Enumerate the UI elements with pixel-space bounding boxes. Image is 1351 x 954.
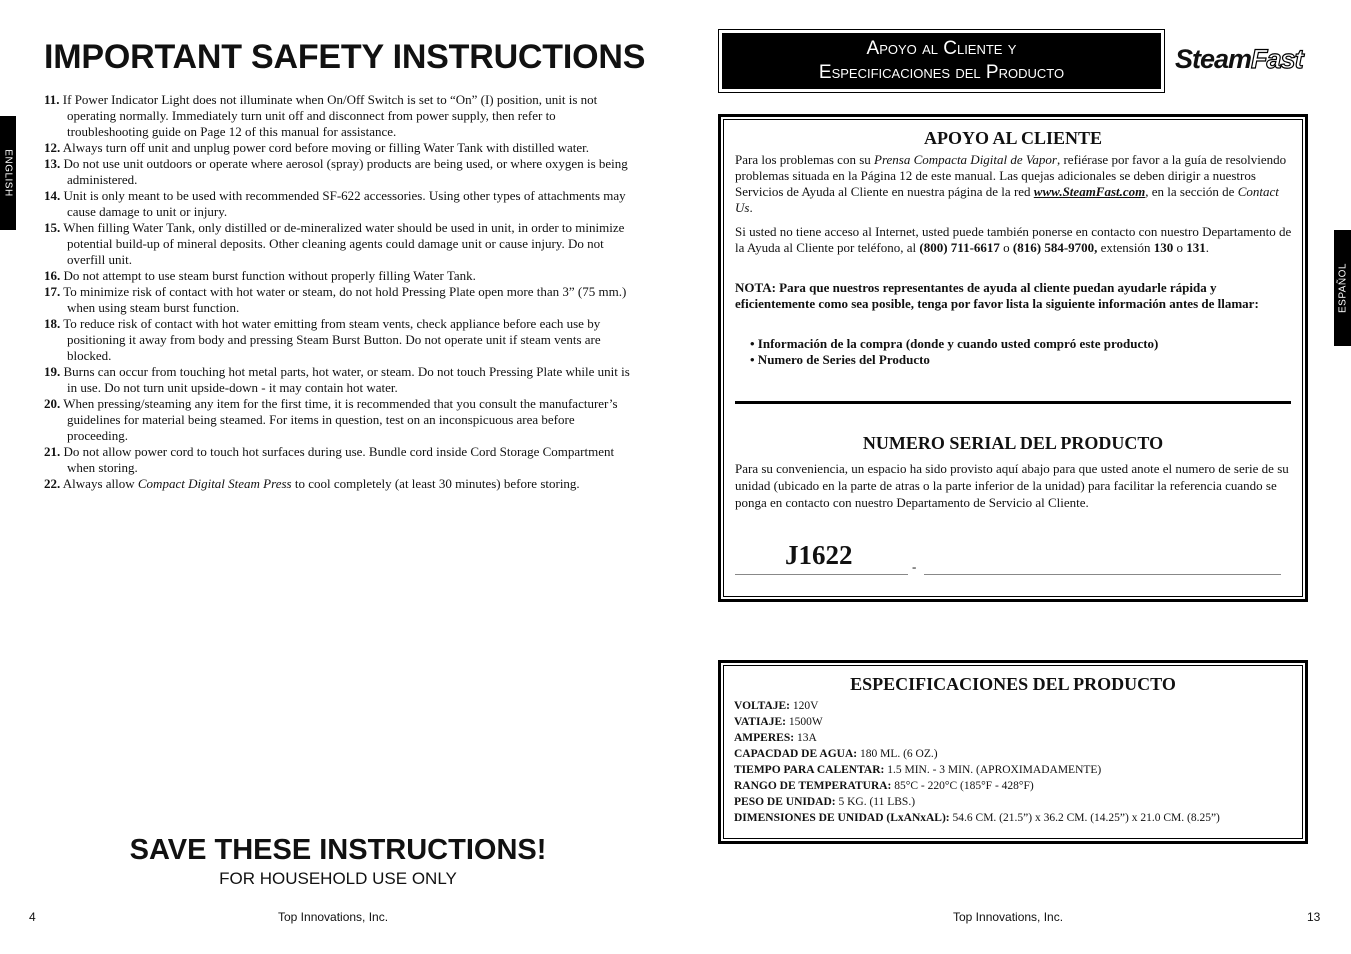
instruction-item bbox=[44, 188, 634, 220]
text-run: Always turn off unit and unplug power cord before moving or filling Water Tank with distilled water. bbox=[60, 140, 590, 155]
text-run: Para los problemas con su bbox=[735, 152, 875, 167]
spec-value: 54.6 CM. (21.5”) x 36.2 CM. (14.25”) x 21.0 CM. (8.25”) bbox=[949, 812, 1220, 824]
side-tab-english bbox=[0, 116, 16, 230]
instruction-item bbox=[44, 140, 634, 156]
text-run: www.SteamFast.com bbox=[1033, 184, 1146, 199]
instructions-list bbox=[44, 92, 634, 492]
side-tab-label: ENGLISH bbox=[2, 149, 14, 197]
steamfast-logo bbox=[1175, 44, 1303, 75]
text-run: 131 bbox=[1186, 240, 1206, 255]
spec-label: VATIAJE: bbox=[734, 716, 786, 728]
specs-list bbox=[734, 698, 1299, 826]
text-run: extensión bbox=[1097, 240, 1154, 255]
logo-fast: Fast bbox=[1251, 44, 1303, 74]
instruction-number: 13. bbox=[44, 156, 61, 171]
instruction-item bbox=[44, 284, 634, 316]
spec-row bbox=[734, 730, 1299, 746]
instruction-item bbox=[44, 396, 634, 444]
text-run: , en la sección de bbox=[1145, 184, 1238, 199]
text-run: To reduce risk of contact with hot water emitting from steam vents, check appliance before each use by positioning it away from body and pressing Steam Burst Button. Do not operate unit if steam vents are blocked. bbox=[60, 316, 601, 363]
instruction-item bbox=[44, 316, 634, 364]
spec-row bbox=[734, 762, 1299, 778]
instruction-number: 19. bbox=[44, 364, 61, 379]
spec-row bbox=[734, 714, 1299, 730]
instruction-number: 17. bbox=[44, 284, 61, 299]
instruction-item bbox=[44, 220, 634, 268]
text-run: Contact Us bbox=[735, 184, 1279, 215]
text-run: (800) 711-6617 bbox=[919, 240, 1000, 255]
page-number-left: 4 bbox=[29, 910, 36, 924]
text-run: If Power Indicator Light does not illuminate when On/Off Switch is set to “On” (I) position, unit is not operating normally. Immediately turn unit off and disconnect from power supply, then refer to troubleshooting guide on Page 12 of this manual for assistance. bbox=[59, 92, 598, 139]
instruction-item bbox=[44, 92, 634, 140]
serial-blank-line-2 bbox=[924, 574, 1281, 575]
text-run: Do not allow power cord to touch hot surfaces during use. Bundle cord inside Cord Storage Compartment when storing. bbox=[60, 444, 615, 475]
serial-paragraph: Para su conveniencia, un espacio ha sido provisto aquí abajo para que usted anote el numero de serie de su unidad (ubicado en la parte de atras o la parte inferior de la unidad) para facilitar la referencia cuando se ponga en contacto con nuestro Departamento de Servicio al Cliente. bbox=[735, 461, 1289, 510]
support-paragraph-2 bbox=[735, 224, 1295, 256]
instruction-number: 14. bbox=[44, 188, 61, 203]
instruction-number: 18. bbox=[44, 316, 61, 331]
text-run: Prensa Compacta Digital de Vapor bbox=[874, 152, 1057, 167]
text-run: o bbox=[999, 240, 1013, 255]
serial-title: NUMERO SERIAL DEL PRODUCTO bbox=[862, 433, 1164, 453]
instruction-number: 16. bbox=[44, 268, 61, 283]
spec-row bbox=[734, 794, 1299, 810]
header-line-1: Apoyo al Cliente y bbox=[866, 38, 1017, 59]
spec-label: TIEMPO PARA CALENTAR: bbox=[734, 764, 885, 776]
text-run: . bbox=[749, 200, 753, 215]
text-run: to cool completely (at least 30 minutes) before storing. bbox=[291, 476, 580, 491]
section-divider bbox=[735, 401, 1291, 404]
side-tab-label: ESPAÑOL bbox=[1337, 263, 1348, 313]
instruction-number: 21. bbox=[44, 444, 61, 459]
support-note: NOTA: Para que nuestros representantes de ayuda al cliente puedan ayudarle rápida y eficientemente como sea posible, tenga por favor lista la siguiente información antes de llamar: bbox=[735, 280, 1259, 311]
instruction-item bbox=[44, 268, 634, 284]
side-tab-espanol bbox=[1334, 230, 1351, 346]
text-run: o bbox=[1173, 240, 1187, 255]
spec-value: 13A bbox=[794, 732, 817, 744]
support-bullets bbox=[750, 336, 1290, 368]
text-run: Do not attempt to use steam burst function without properly filling Water Tank. bbox=[60, 268, 476, 283]
section-header bbox=[718, 29, 1165, 93]
support-paragraph-1 bbox=[735, 152, 1295, 216]
text-run: To minimize risk of contact with hot water or steam, do not hold Pressing Plate open more than 3” (75 mm.) when using steam burst function. bbox=[60, 284, 627, 315]
footer-left: Top Innovations, Inc. bbox=[278, 910, 389, 924]
text-run: Si usted no tiene acceso al Internet, usted puede también ponerse en contacto con nuestro Departamento de la Ayuda al Cliente por teléfono, al bbox=[735, 224, 1292, 255]
spec-value: 5 KG. (11 LBS.) bbox=[835, 796, 916, 808]
spec-row bbox=[734, 778, 1299, 794]
footer-right: Top Innovations, Inc. bbox=[953, 910, 1064, 924]
spec-row bbox=[734, 810, 1299, 826]
serial-dash: - bbox=[912, 559, 917, 574]
spec-value: 180 ML. (6 OZ.) bbox=[857, 748, 938, 760]
serial-prefix: J1622 bbox=[785, 540, 853, 570]
spec-label: AMPERES: bbox=[734, 732, 795, 744]
save-instructions-heading: SAVE THESE INSTRUCTIONS! bbox=[129, 834, 547, 866]
list-item: • Numero de Series del Producto bbox=[750, 352, 930, 367]
instruction-item bbox=[44, 156, 634, 188]
text-run: . bbox=[1205, 240, 1209, 255]
page-title: IMPORTANT SAFETY INSTRUCTIONS bbox=[44, 38, 646, 76]
spec-label: VOLTAJE: bbox=[734, 700, 791, 712]
text-run: Burns can occur from touching hot metal parts, hot water, or steam. Do not touch Pressing Plate while unit is in use. Do not turn unit upside-down - it may contain hot water. bbox=[60, 364, 630, 395]
text-run: Unit is only meant to be used with recommended SF-622 accessories. Using other types of attachments may cause damage to unit or injury. bbox=[60, 188, 626, 219]
serial-blank-line-1 bbox=[735, 574, 908, 575]
text-run: (816) 584-9700, bbox=[1012, 240, 1098, 255]
spec-label: CAPACDAD DE AGUA: bbox=[734, 748, 858, 760]
page-number-right: 13 bbox=[1307, 910, 1321, 924]
text-run: Compact Digital Steam Press bbox=[137, 476, 292, 491]
list-item: • Información de la compra (donde y cuando usted compró este producto) bbox=[750, 336, 1159, 351]
spec-value: 1.5 MIN. - 3 MIN. (APROXIMADAMENTE) bbox=[884, 764, 1102, 776]
instruction-number: 20. bbox=[44, 396, 61, 411]
specs-title: ESPECIFICACIONES DEL PRODUCTO bbox=[850, 674, 1176, 694]
spec-label: PESO DE UNIDAD: bbox=[734, 796, 836, 808]
spec-label: RANGO DE TEMPERATURA: bbox=[734, 780, 892, 792]
instruction-number: 15. bbox=[44, 220, 61, 235]
logo-steam: Steam bbox=[1175, 44, 1252, 74]
header-line-2: Especificaciones del Producto bbox=[818, 62, 1065, 83]
instruction-number: 22. bbox=[44, 476, 61, 491]
text-run: , refiérase por favor a la guía de resolviendo problemas situada en la Página 12 de este manual. Las quejas adicionales se deben dirigir a nuestros Servicios de Ayuda al Cliente en nuestra página de la red bbox=[735, 152, 1287, 199]
support-title: APOYO AL CLIENTE bbox=[923, 128, 1103, 148]
spec-row bbox=[734, 698, 1299, 714]
text-run: 130 bbox=[1153, 240, 1174, 255]
spec-value: 85°C - 220°C (185°F - 428°F) bbox=[891, 780, 1034, 792]
text-run: Always allow bbox=[60, 476, 138, 491]
instruction-item bbox=[44, 476, 634, 492]
instruction-item bbox=[44, 444, 634, 476]
household-use-note: FOR HOUSEHOLD USE ONLY bbox=[219, 869, 457, 888]
spec-label: DIMENSIONES DE UNIDAD (LxANxAL): bbox=[734, 812, 950, 824]
spec-row bbox=[734, 746, 1299, 762]
instruction-number: 12. bbox=[44, 140, 61, 155]
text-run: When pressing/steaming any item for the first time, it is recommended that you consult the manufacturer’s guidelines for material being steamed. For items in question, test on an inconspicuous area before proceeding. bbox=[60, 396, 618, 443]
text-run: When filling Water Tank, only distilled or de-mineralized water should be used in unit, in order to minimize potential build-up of mineral deposits. Other cleaning agents could damage unit or cause injury. Do not overfill unit. bbox=[60, 220, 625, 267]
spec-value: 120V bbox=[790, 700, 819, 712]
instruction-item bbox=[44, 364, 634, 396]
instruction-number: 11. bbox=[44, 92, 60, 107]
text-run: Do not use unit outdoors or operate where aerosol (spray) products are being used, or where oxygen is being administered. bbox=[60, 156, 628, 187]
spec-value: 1500W bbox=[785, 716, 823, 728]
